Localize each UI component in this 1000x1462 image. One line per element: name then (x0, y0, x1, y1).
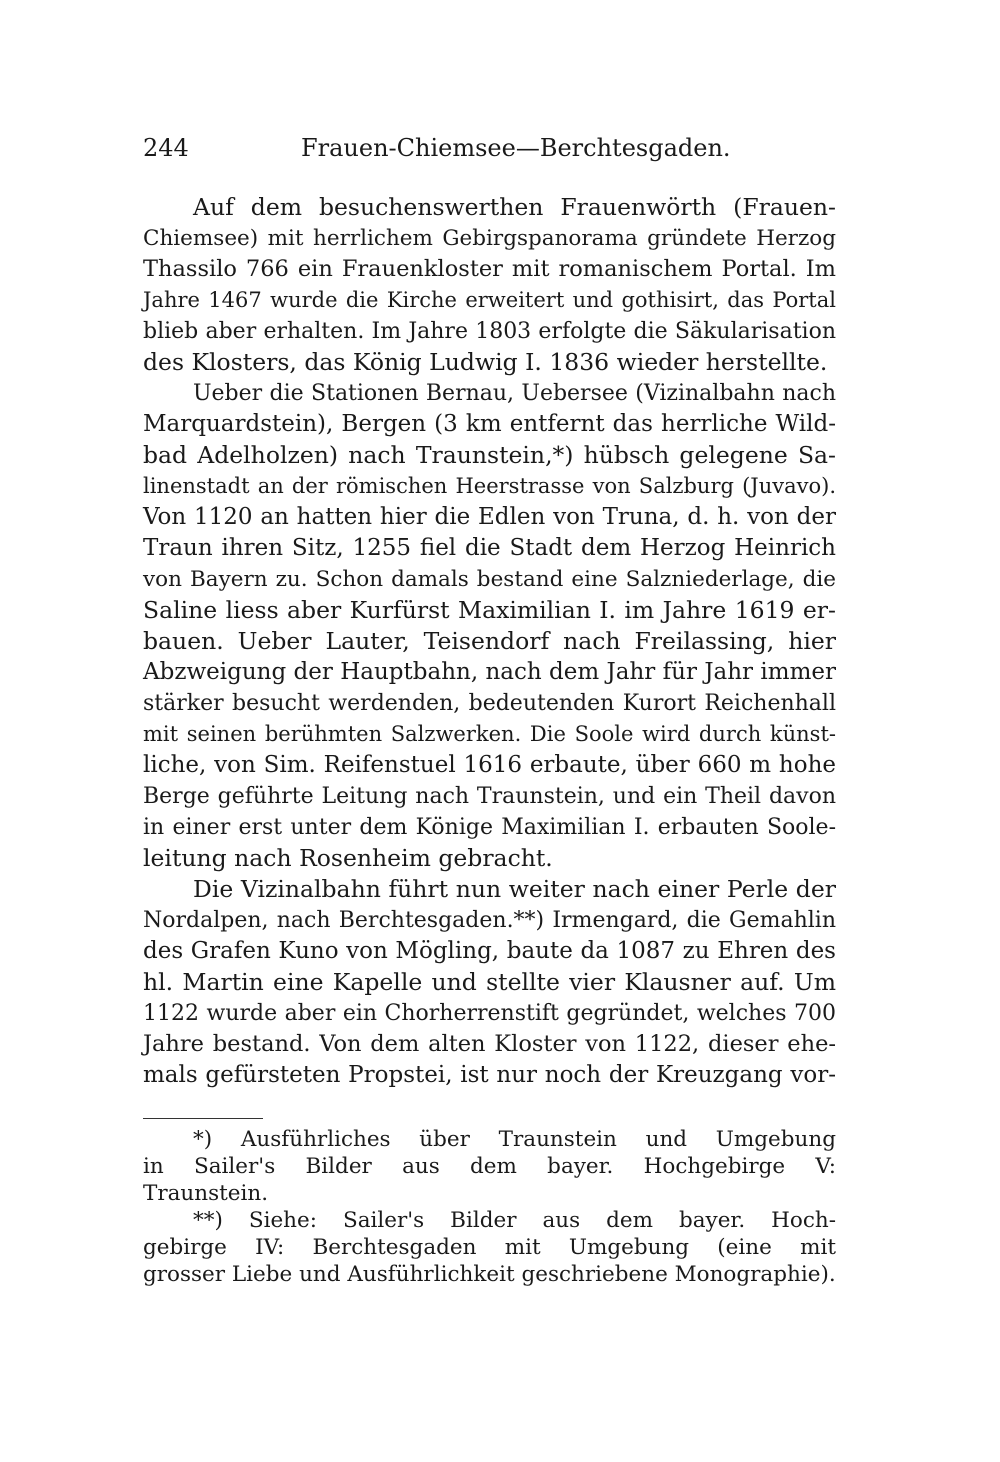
footnote-line: Traunstein. (143, 1181, 269, 1206)
text-line: Die Vizinalbahn führt nun weiter nach einer Perle der (193, 875, 836, 903)
text-line: Jahre 1467 wurde die Kirche erweitert und gothisirt, das Portal (143, 288, 836, 312)
text-line: des Klosters, das König Ludwig I. 1836 wieder herstellte. (143, 348, 828, 376)
text-line: stärker besucht werdenden, bedeutenden Kurort Reichenhall (143, 691, 836, 716)
text-line: Saline liess aber Kurfürst Maximilian I. im Jahre 1619 er- (143, 596, 836, 624)
footnote-line: **) Siehe: Sailer's Bilder aus dem bayer. Hoch- (193, 1208, 836, 1233)
page-number: 244 (143, 134, 189, 162)
text-line: leitung nach Rosenheim gebracht. (143, 844, 553, 872)
footnote-line: gebirge IV: Berchtesgaden mit Umgebung (eine mit (143, 1235, 836, 1260)
text-line: Thassilo 766 ein Frauenkloster mit romanischem Portal. Im (143, 256, 836, 282)
text-line: von Bayern zu. Schon damals bestand eine Salzniederlage, die (143, 567, 836, 592)
text-line: Marquardstein), Bergen (3 km entfernt das herrliche Wild- (143, 411, 836, 437)
page-header (143, 134, 836, 170)
footnote-line: *) Ausführliches über Traunstein und Umgebung (193, 1127, 836, 1152)
running-title: Frauen-Chiemsee—Berchtesgaden. (301, 134, 731, 162)
text-line: Abzweigung der Hauptbahn, nach dem Jahr für Jahr immer (143, 659, 836, 685)
text-line: Jahre bestand. Von dem alten Kloster von 1122, dieser ehe- (143, 1031, 836, 1057)
text-line: bad Adelholzen) nach Traunstein,*) hübsch gelegene Sa- (143, 441, 836, 469)
footnote-line: in Sailer's Bilder aus dem bayer. Hochgebirge V: (143, 1154, 836, 1179)
text-line: linenstadt an der römischen Heerstrasse von Salzburg (Juvavo). (143, 474, 836, 498)
text-line: Ueber die Stationen Bernau, Uebersee (Vizinalbahn nach (193, 381, 836, 406)
text-line: mals gefürsteten Propstei, ist nur noch der Kreuzgang vor- (143, 1062, 836, 1088)
text-line: blieb aber erhalten. Im Jahre 1803 erfolgte die Säkularisation (143, 319, 836, 344)
text-line: Traun ihren Sitz, 1255 fiel die Stadt dem Herzog Heinrich (143, 535, 836, 561)
text-line: Chiemsee) mit herrlichem Gebirgspanorama gründete Herzog (143, 226, 836, 251)
text-line: mit seinen berühmten Salzwerken. Die Soole wird durch künst- (143, 722, 836, 746)
text-line: 1122 wurde aber ein Chorherrenstift gegründet, welches 700 (143, 1001, 836, 1026)
text-line: in einer erst unter dem Könige Maximilian I. erbauten Soole- (143, 815, 836, 840)
text-line: Berge geführte Leitung nach Traunstein, und ein Theil davon (143, 784, 836, 809)
text-line: Nordalpen, nach Berchtesgaden.**) Irmengard, die Gemahlin (143, 908, 836, 933)
text-line: Von 1120 an hatten hier die Edlen von Truna, d. h. von der (143, 504, 836, 530)
footnote-divider (143, 1118, 263, 1119)
text-line: Auf dem besuchenswerthen Frauenwörth (Frauen- (193, 193, 836, 221)
text-line: hl. Martin eine Kapelle und stellte vier Klausner auf. Um (143, 968, 836, 996)
text-line: liche, von Sim. Reifenstuel 1616 erbaute, über 660 m hohe (143, 752, 836, 778)
text-line: des Grafen Kuno von Mögling, baute da 1087 zu Ehren des (143, 938, 836, 964)
text-line: bauen. Ueber Lauter, Teisendorf nach Freilassing, hier (143, 627, 836, 655)
footnote-line: grosser Liebe und Ausführlichkeit geschriebene Monographie). (143, 1262, 836, 1287)
